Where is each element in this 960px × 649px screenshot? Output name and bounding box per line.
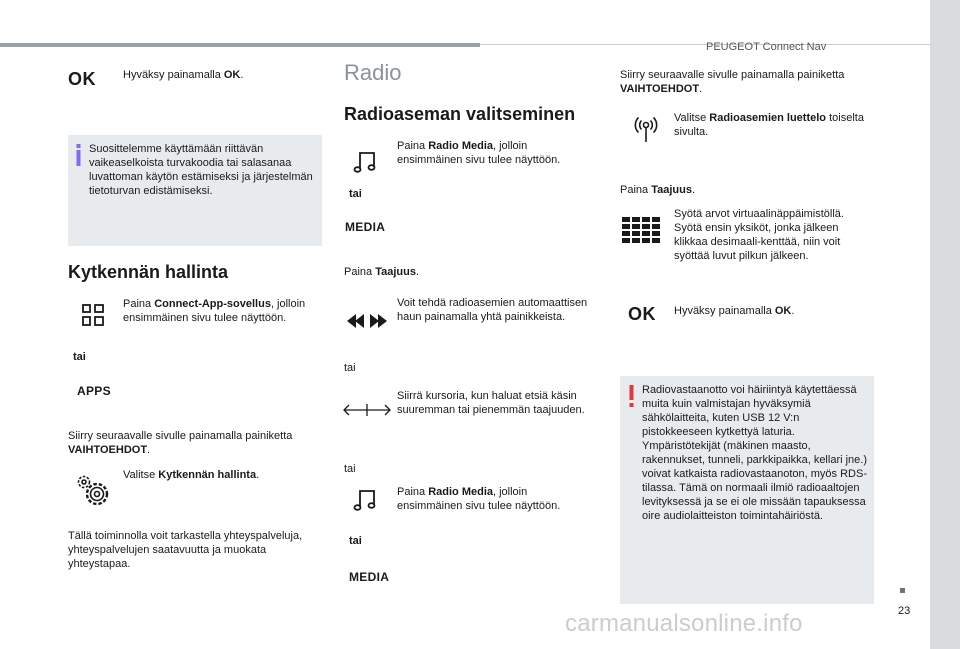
or-label: tai xyxy=(349,188,362,200)
watermark: carmanualsonline.info xyxy=(565,610,803,637)
or-label: tai xyxy=(349,535,362,547)
frequency-text: Paina Taajuus. xyxy=(344,266,420,278)
apps-text: Paina Connect-App-sovellus, jolloin ensimmäinen sivu tulee näyttöön. xyxy=(123,298,306,324)
warning-box xyxy=(620,376,874,604)
next-page-text: Siirry seuraavalle sivulle painamalla painiketta VAIHTOEHDOT. xyxy=(620,69,845,95)
radio-media-text-2: Paina Radio Media, jolloin ensimmäinen sivu tulee näyttöön. xyxy=(397,486,561,512)
ok-icon: OK xyxy=(628,304,656,324)
keypad-icon xyxy=(622,217,660,243)
seek-text: Voit tehdä radioasemien automaattisen haun painamalla yhtä painikkeista. xyxy=(397,297,588,323)
media-button-label: MEDIA xyxy=(345,220,386,234)
info-text: Suosittelemme käyttämään riittävän vaikeaselkoista turvakoodia tai salasanaa luvattoman käytön estämiseksi ja järjestelmän tietoturvan edistämiseksi. xyxy=(89,143,313,197)
slider-icon xyxy=(343,403,391,417)
slider-text: Siirrä kursoria, kun haluat etsiä käsin suuremman tai pienemmän taajuuden. xyxy=(397,390,585,416)
info-icon xyxy=(76,144,80,166)
warning-text: Radiovastaanotto voi häiriintyä käytettäessä muita kuin valmistajan hyväksymiä sähkölaitteita, kuten USB 12 V:n pistokkeeseen kytkettyä laturia. Ympäristötekijät (mäkinen maasto, rakennukset, tunneli, parkkipaikka, kellari jne.) voivat katkaista radiovastaanoton, myös RDS-tilassa. Tämä on normaali ilmiö radioaaltojen levityksessä ja se ei ole missään tapauksessa oire audiolaitteiston toimintahäiriöstä. xyxy=(642,384,868,522)
confirm-ok-text: Hyväksy painamalla OK. xyxy=(674,305,795,317)
next-page-text: Siirry seuraavalle sivulle painamalla painiketta VAIHTOEHDOT. xyxy=(68,430,293,456)
apps-button-label: APPS xyxy=(77,384,111,398)
seek-arrows-icon xyxy=(347,314,387,328)
music-note-icon xyxy=(353,150,377,174)
page-marker xyxy=(900,588,905,593)
warning-icon xyxy=(629,385,634,407)
keypad-text: Syötä arvot virtuaalinäppäimistöllä. Syötä ensin yksiköt, jonka jälkeen klikkaa desimaali-kenttää, niin voit syöttää luvut pilkun jälkeen. xyxy=(674,208,844,262)
or-label: tai xyxy=(73,351,86,363)
ok-icon: OK xyxy=(68,69,96,89)
radio-media-text-1: Paina Radio Media, jolloin ensimmäinen sivu tulee näyttöön. xyxy=(397,140,561,166)
info-box xyxy=(68,135,322,246)
page-number: 23 xyxy=(898,605,911,617)
radio-antenna-icon xyxy=(634,115,658,143)
section-heading-station: Radioaseman valitseminen xyxy=(344,104,576,124)
select-connection-text: Valitse Kytkennän hallinta. xyxy=(123,469,260,481)
page-title-radio: Radio xyxy=(344,60,402,85)
header-rule-thick xyxy=(0,43,480,47)
settings-gears-icon xyxy=(72,470,112,510)
station-list-text: Valitse Radioasemien luettelo toiselta sivulta. xyxy=(674,112,864,138)
connection-description: Tällä toiminnolla voit tarkastella yhteyspalveluja, yhteyspalvelujen saatavuutta ja muokata yhteystapaa. xyxy=(68,530,303,570)
page-side-tab xyxy=(930,0,960,649)
or-text: tai xyxy=(344,463,356,475)
or-text: tai xyxy=(344,362,356,374)
frequency-text: Paina Taajuus. xyxy=(620,184,696,196)
page-header: PEUGEOT Connect Nav xyxy=(706,41,827,53)
apps-grid-icon xyxy=(82,304,104,326)
media-button-label: MEDIA xyxy=(349,570,390,584)
header-rule-thin xyxy=(480,44,930,45)
music-note-icon xyxy=(353,488,377,512)
confirm-ok-text: Hyväksy painamalla OK. xyxy=(123,69,244,81)
section-heading-connection: Kytkennän hallinta xyxy=(68,262,229,282)
